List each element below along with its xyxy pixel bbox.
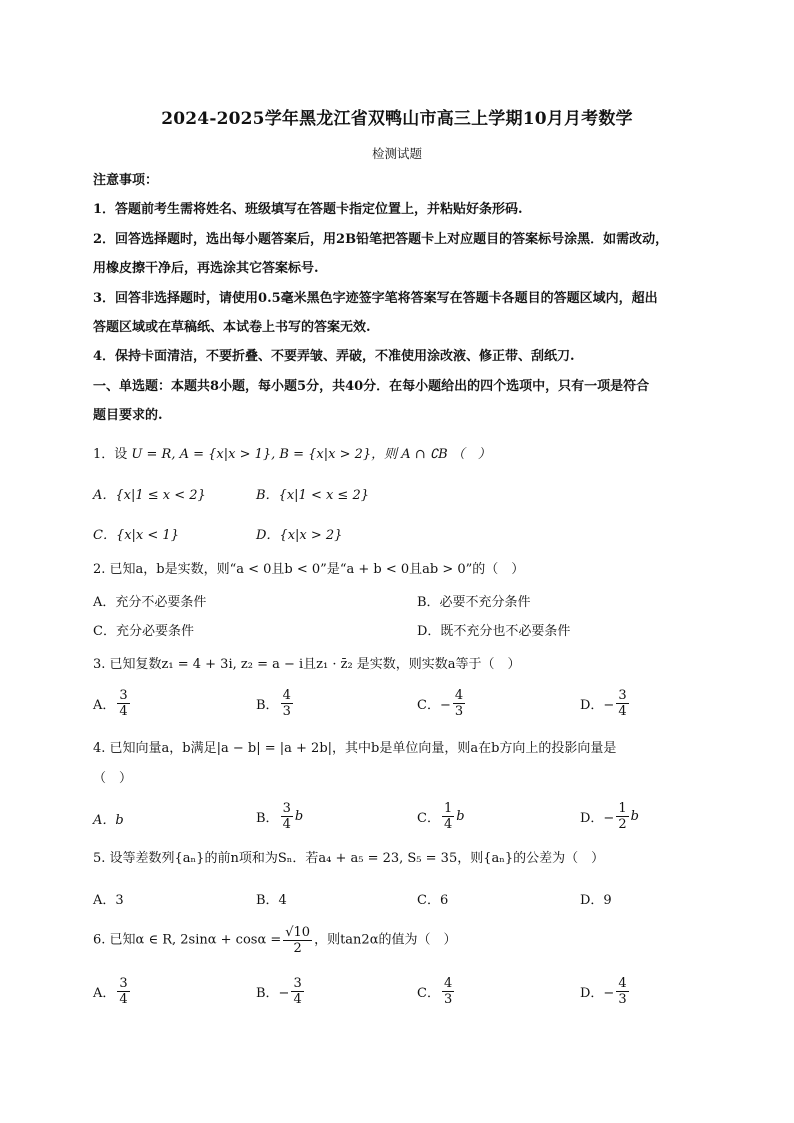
- question-6-option-d: D．− $\frac{4}{3}$: [580, 976, 627, 1007]
- fraction: $\frac{3}{4}$: [119, 688, 128, 719]
- fraction: $\frac{4}{3}$: [618, 976, 627, 1007]
- question-6-option-a: A． $\frac{3}{4}$: [93, 976, 128, 1007]
- question-5-option-d: D．9: [580, 893, 612, 908]
- notice-item-4: 4．保持卡面清洁，不要折叠、不要弄皱、弄破，不准使用涂改液、修正带、刮纸刀.: [93, 349, 575, 364]
- fraction: $\frac{3}{4}$: [119, 976, 128, 1007]
- fraction: $\frac{4}{3}$: [443, 976, 453, 1007]
- question-2-option-a: A．充分不必要条件: [93, 595, 207, 610]
- question-3-option-a: A． $\frac{3}{4}$: [93, 688, 128, 719]
- fraction: $\frac{√10}{2}$: [285, 925, 311, 956]
- section-heading-cont: 题目要求的.: [93, 408, 163, 423]
- question-4-option-a: A．b: [93, 813, 124, 828]
- notice-item-2: 2．回答选择题时，选出每小题答案后，用2B铅笔把答题卡上对应题目的答案标号涂黑．如需改动，: [93, 232, 669, 247]
- question-4-option-d: D．− $\frac{1}{2}$ b: [580, 801, 639, 832]
- question-2-stem: 2. 已知a，b是实数，则“a < 0且b < 0”是“a + b < 0且ab > 0”的（ ）: [93, 562, 525, 577]
- notice-item-2-cont: 用橡皮擦干净后，再选涂其它答案标号.: [93, 261, 319, 276]
- question-1-option-a: A．{x|1 ≤ x < 2}: [93, 488, 206, 503]
- question-4-option-b: B． $\frac{3}{4}$ b: [256, 801, 304, 832]
- notice-item-1: 1．答题前考生需将姓名、班级填写在答题卡指定位置上，并粘贴好条形码.: [93, 202, 523, 217]
- question-3-option-d: D．− $\frac{3}{4}$: [580, 688, 627, 719]
- question-1-option-c: C．{x|x < 1}: [93, 528, 179, 543]
- question-5-option-b: B．4: [256, 893, 287, 908]
- notice-item-3-cont: 答题区域或在草稿纸、本试卷上书写的答案无效.: [93, 320, 371, 335]
- question-6-stem: 6. 已知α ∈ R, 2sinα + cosα = $\frac{√10}{2}$ ，则tan2α的值为（ ）: [93, 925, 457, 956]
- question-4-stem-cont: （ ）: [93, 771, 133, 786]
- question-5-option-a: A．3: [93, 893, 124, 908]
- question-2-option-b: B．必要不充分条件: [417, 595, 531, 610]
- fraction: $\frac{1}{4}$: [443, 801, 453, 832]
- question-1-prefix: 1．设: [93, 447, 128, 462]
- question-1-text: U = R, A = {x|x > 1}, B = {x|x > 2}，则 A ∩ ∁B （ ）: [131, 447, 491, 462]
- section-heading: 一、单选题：本题共8小题，每小题5分，共40分．在每小题给出的四个选项中，只有一项是符合: [93, 379, 650, 394]
- question-1-option-d: D．{x|x > 2}: [256, 528, 343, 543]
- fraction: $\frac{3}{4}$: [282, 801, 291, 832]
- question-5-option-c: C．6: [417, 893, 449, 908]
- fraction: $\frac{3}{4}$: [618, 688, 627, 719]
- question-5-stem: 5. 设等差数列{aₙ}的前n项和为Sₙ．若a₄ + a₅ = 23, S₅ = 35，则{aₙ}的公差为（ ）: [93, 851, 605, 866]
- question-6-option-c: C． $\frac{4}{3}$: [417, 976, 453, 1007]
- fraction: $\frac{1}{2}$: [618, 801, 627, 832]
- question-3-stem: 3. 已知复数z₁ = 4 + 3i, z₂ = a − i且z₁ · z̄₂ 是实数，则实数a等于（ ）: [93, 657, 521, 672]
- fraction: $\frac{3}{4}$: [293, 976, 302, 1007]
- page-subtitle: 检测试题: [371, 146, 422, 161]
- question-6-option-b: B．− $\frac{3}{4}$: [256, 976, 302, 1007]
- question-1-option-b: B．{x|1 < x ≤ 2}: [256, 488, 369, 503]
- notice-heading: 注意事项：: [93, 173, 159, 188]
- question-4-option-c: C． $\frac{1}{4}$ b: [417, 801, 465, 832]
- question-3-option-b: B． $\frac{4}{3}$: [256, 688, 291, 719]
- notice-item-3: 3．回答非选择题时，请使用0.5毫米黑色字迹签字笔将答案写在答题卡各题目的答题区域内，超出: [93, 291, 658, 306]
- question-2-option-d: D．既不充分也不必要条件: [417, 624, 571, 639]
- question-1-stem: [93, 446, 701, 464]
- fraction: $\frac{4}{3}$: [454, 688, 464, 719]
- question-4-stem: 4. 已知向量a，b满足|a − b| = |a + 2b|，其中b是单位向量，则a在b方向上的投影向量是: [93, 741, 617, 756]
- question-2-option-c: C．充分必要条件: [93, 624, 194, 639]
- page-title: 2024-2025学年黑龙江省双鸭山市高三上学期10月月考数学: [161, 109, 633, 129]
- question-3-option-c: C．− $\frac{4}{3}$: [417, 688, 464, 719]
- fraction: $\frac{4}{3}$: [282, 688, 291, 719]
